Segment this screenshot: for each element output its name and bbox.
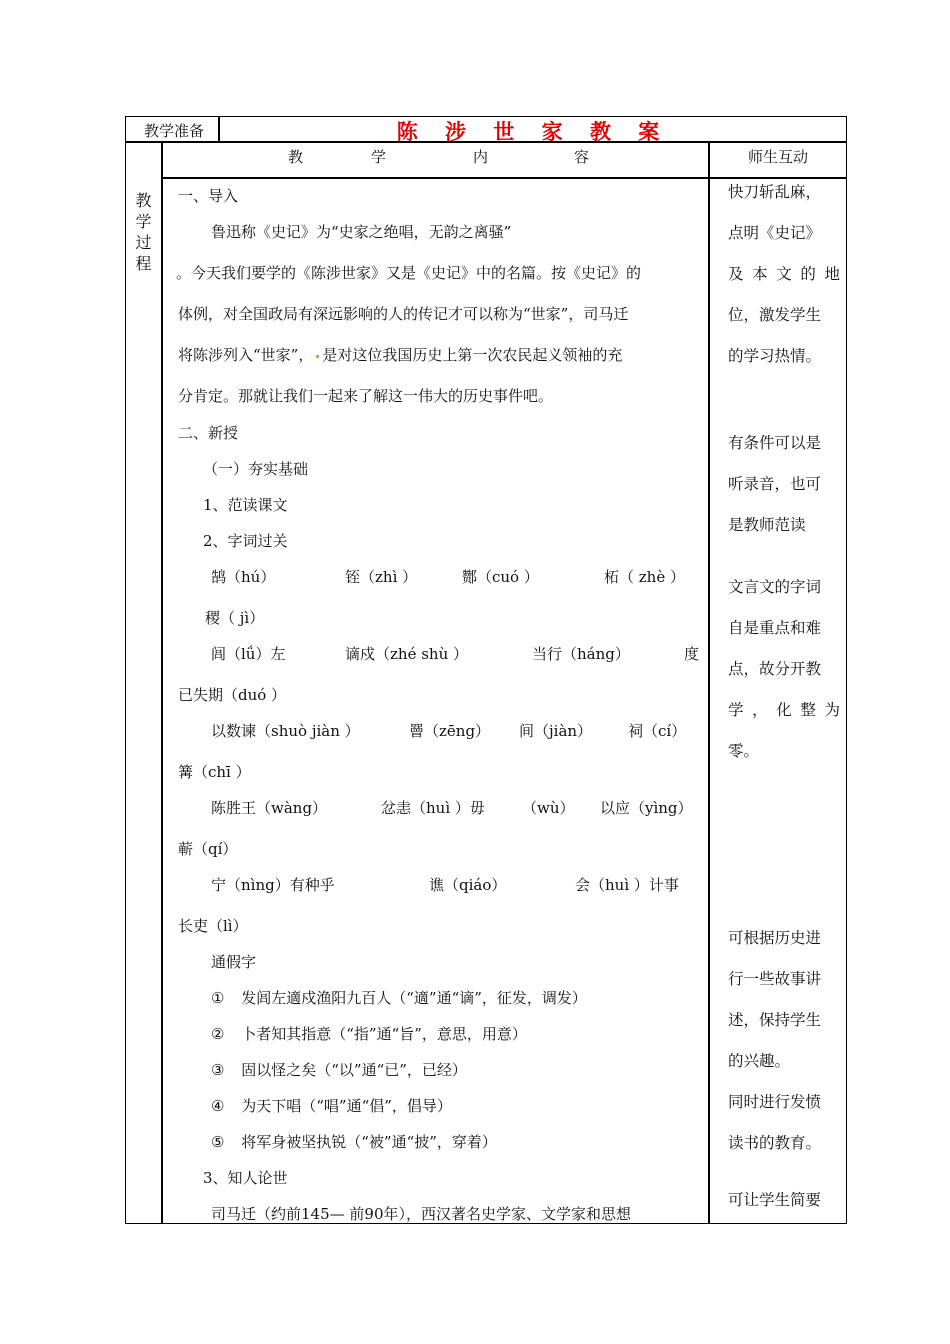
note-line: 听录音，也可 (728, 475, 822, 493)
col-head-char-2: 学 (371, 148, 387, 166)
note-line: 学，化整为 (728, 701, 840, 719)
tongjia-text: 将军身被坚执锐（“被”通“披”，穿着） (241, 1133, 497, 1151)
tongjia-num: ① (211, 989, 225, 1007)
note-line: 可根据历史进 (728, 929, 822, 947)
side-char: 学 (135, 212, 152, 231)
tongjia-item (211, 1095, 452, 1116)
note-line: 行一些故事讲 (728, 970, 822, 988)
background-p1: 司马迁（约前145— 前90年），西汉著名史学家、文学家和思想 (211, 1205, 631, 1223)
note-line: 有条件可以是 (728, 434, 822, 452)
vocab-word: 祠（cí） (628, 722, 687, 740)
vocab-word: 铚（zhì ） (345, 568, 418, 586)
vocab-word: 会（huì ）计事 (575, 876, 679, 894)
vocab-word: 篝（chī ） (178, 763, 251, 781)
side-divider (161, 141, 163, 1224)
side-label (125, 190, 162, 274)
note-reading (728, 423, 840, 546)
text-cursor-mark (316, 355, 319, 358)
note-line: 文言文的字词 (728, 578, 822, 596)
col-head-interaction: 师生互动 (748, 148, 809, 166)
tongjia-heading: 通假字 (211, 953, 257, 971)
vocab-word: 忿恚（huì ）毋 (381, 799, 485, 817)
vocab-word: 柘（ zhè ） (604, 568, 685, 586)
tongjia-num: ④ (211, 1097, 225, 1115)
vocab-word: 谯（qiáo） (429, 876, 507, 894)
vocab-word: 已失期（duó ） (178, 686, 287, 704)
background-heading: 3、知人论世 (203, 1169, 288, 1187)
sub-heading-basics: （一）夯实基础 (203, 460, 309, 478)
col-head-char-3: 内 (473, 148, 489, 166)
intro-p3: 体例，对全国政局有深远影响的人的传记才可以称为“世家”，司马迁 (178, 305, 629, 323)
col-head-char-1: 教 (288, 148, 304, 166)
vocab-word: 稷（ jì） (205, 609, 265, 627)
vocab-word: 以应（yìng） (600, 799, 693, 817)
vocab-word: 蕲（qí） (178, 840, 238, 858)
side-char: 教 (135, 191, 152, 210)
note-intro (728, 172, 840, 377)
tongjia-text: 卜者知其指意（“指”通“旨”，意思，用意） (241, 1025, 527, 1043)
note-line: 点，故分开教 (728, 660, 822, 678)
vocab-word: 度 (684, 645, 700, 663)
vocab-word: 罾（zēng） (409, 722, 491, 740)
vocab-word: 鹄（hú） (211, 568, 276, 586)
tongjia-item (211, 1131, 497, 1152)
new-lesson-heading: 二、新授 (178, 424, 239, 442)
vocab-word: 长吏（lì） (178, 917, 248, 935)
tongjia-text: 发闾左適戍渔阳九百人（“適”通“谪”，征发，调发） (241, 989, 587, 1007)
intro-p4 (178, 344, 622, 365)
note-line: 点明《史记》 (728, 224, 822, 242)
note-line: 零。 (728, 742, 760, 760)
tongjia-item (211, 1059, 467, 1080)
tongjia-num: ② (211, 1025, 225, 1043)
note-line: 快刀斩乱麻， (728, 183, 822, 201)
col-head-char-4: 容 (574, 148, 590, 166)
item-vocab: 2、字词过关 (203, 532, 288, 550)
vocab-word: 闾（lǘ）左 (211, 645, 286, 663)
vocab-word: 酂（cuó ） (462, 568, 539, 586)
prep-label: 教学准备 (144, 122, 205, 140)
side-char: 过 (135, 233, 152, 252)
note-line: 的学习热情。 (728, 347, 822, 365)
intro-heading: 一、导入 (178, 187, 239, 205)
note-background (728, 1180, 840, 1221)
note-line: 自是重点和难 (728, 619, 822, 637)
tongjia-num: ③ (211, 1061, 225, 1079)
note-line: 读书的教育。 (728, 1134, 822, 1152)
note-line: 同时进行发愤 (728, 1093, 822, 1111)
note-line: 述，保持学生 (728, 1011, 822, 1029)
tongjia-item (211, 987, 587, 1008)
vocab-word: 当行（háng） (532, 645, 630, 663)
note-line: 是教师范读 (728, 516, 806, 534)
intro-p5: 分肯定。那就让我们一起来了解这一伟大的历史事件吧。 (178, 387, 554, 405)
vocab-word: 间（jiàn） (519, 722, 593, 740)
tongjia-num: ⑤ (211, 1133, 225, 1151)
tongjia-text: 固以怪之矣（“以”通“已”，已经） (241, 1061, 467, 1079)
note-line: 及本文的地 (728, 265, 840, 283)
vocab-word: 以数谏（shuò jiàn ） (211, 722, 360, 740)
intro-p4-b: 是对这位我国历史上第一次农民起义领袖的充 (322, 346, 623, 364)
side-char: 程 (135, 254, 152, 273)
tongjia-text: 为天下唱（“唱”通“倡”，倡导） (241, 1097, 452, 1115)
page-title: 陈 涉 世 家 教 案 (396, 119, 670, 144)
vocab-word: 陈胜王（wàng） (211, 799, 328, 817)
tongjia-item (211, 1023, 527, 1044)
note-vocab (728, 567, 840, 772)
note-line: 的兴趣。 (728, 1052, 791, 1070)
item-reading: 1、范读课文 (203, 496, 288, 514)
intro-p1: 鲁迅称《史记》为“史家之绝唱，无韵之离骚” (211, 223, 512, 241)
intro-p2: 。今天我们要学的《陈涉世家》又是《史记》中的名篇。按《史记》的 (176, 264, 642, 282)
note-history (728, 918, 840, 1164)
note-line: 可让学生简要 (728, 1191, 822, 1209)
vocab-word: 谪戍（zhé shù ） (345, 645, 468, 663)
vocab-word: （wù） (522, 799, 575, 817)
vocab-word: 宁（nìng）有种乎 (211, 876, 335, 894)
note-line: 位，激发学生 (728, 306, 822, 324)
intro-p4-a: 将陈涉列入“世家”， (178, 346, 314, 364)
notes-divider (708, 141, 710, 1224)
